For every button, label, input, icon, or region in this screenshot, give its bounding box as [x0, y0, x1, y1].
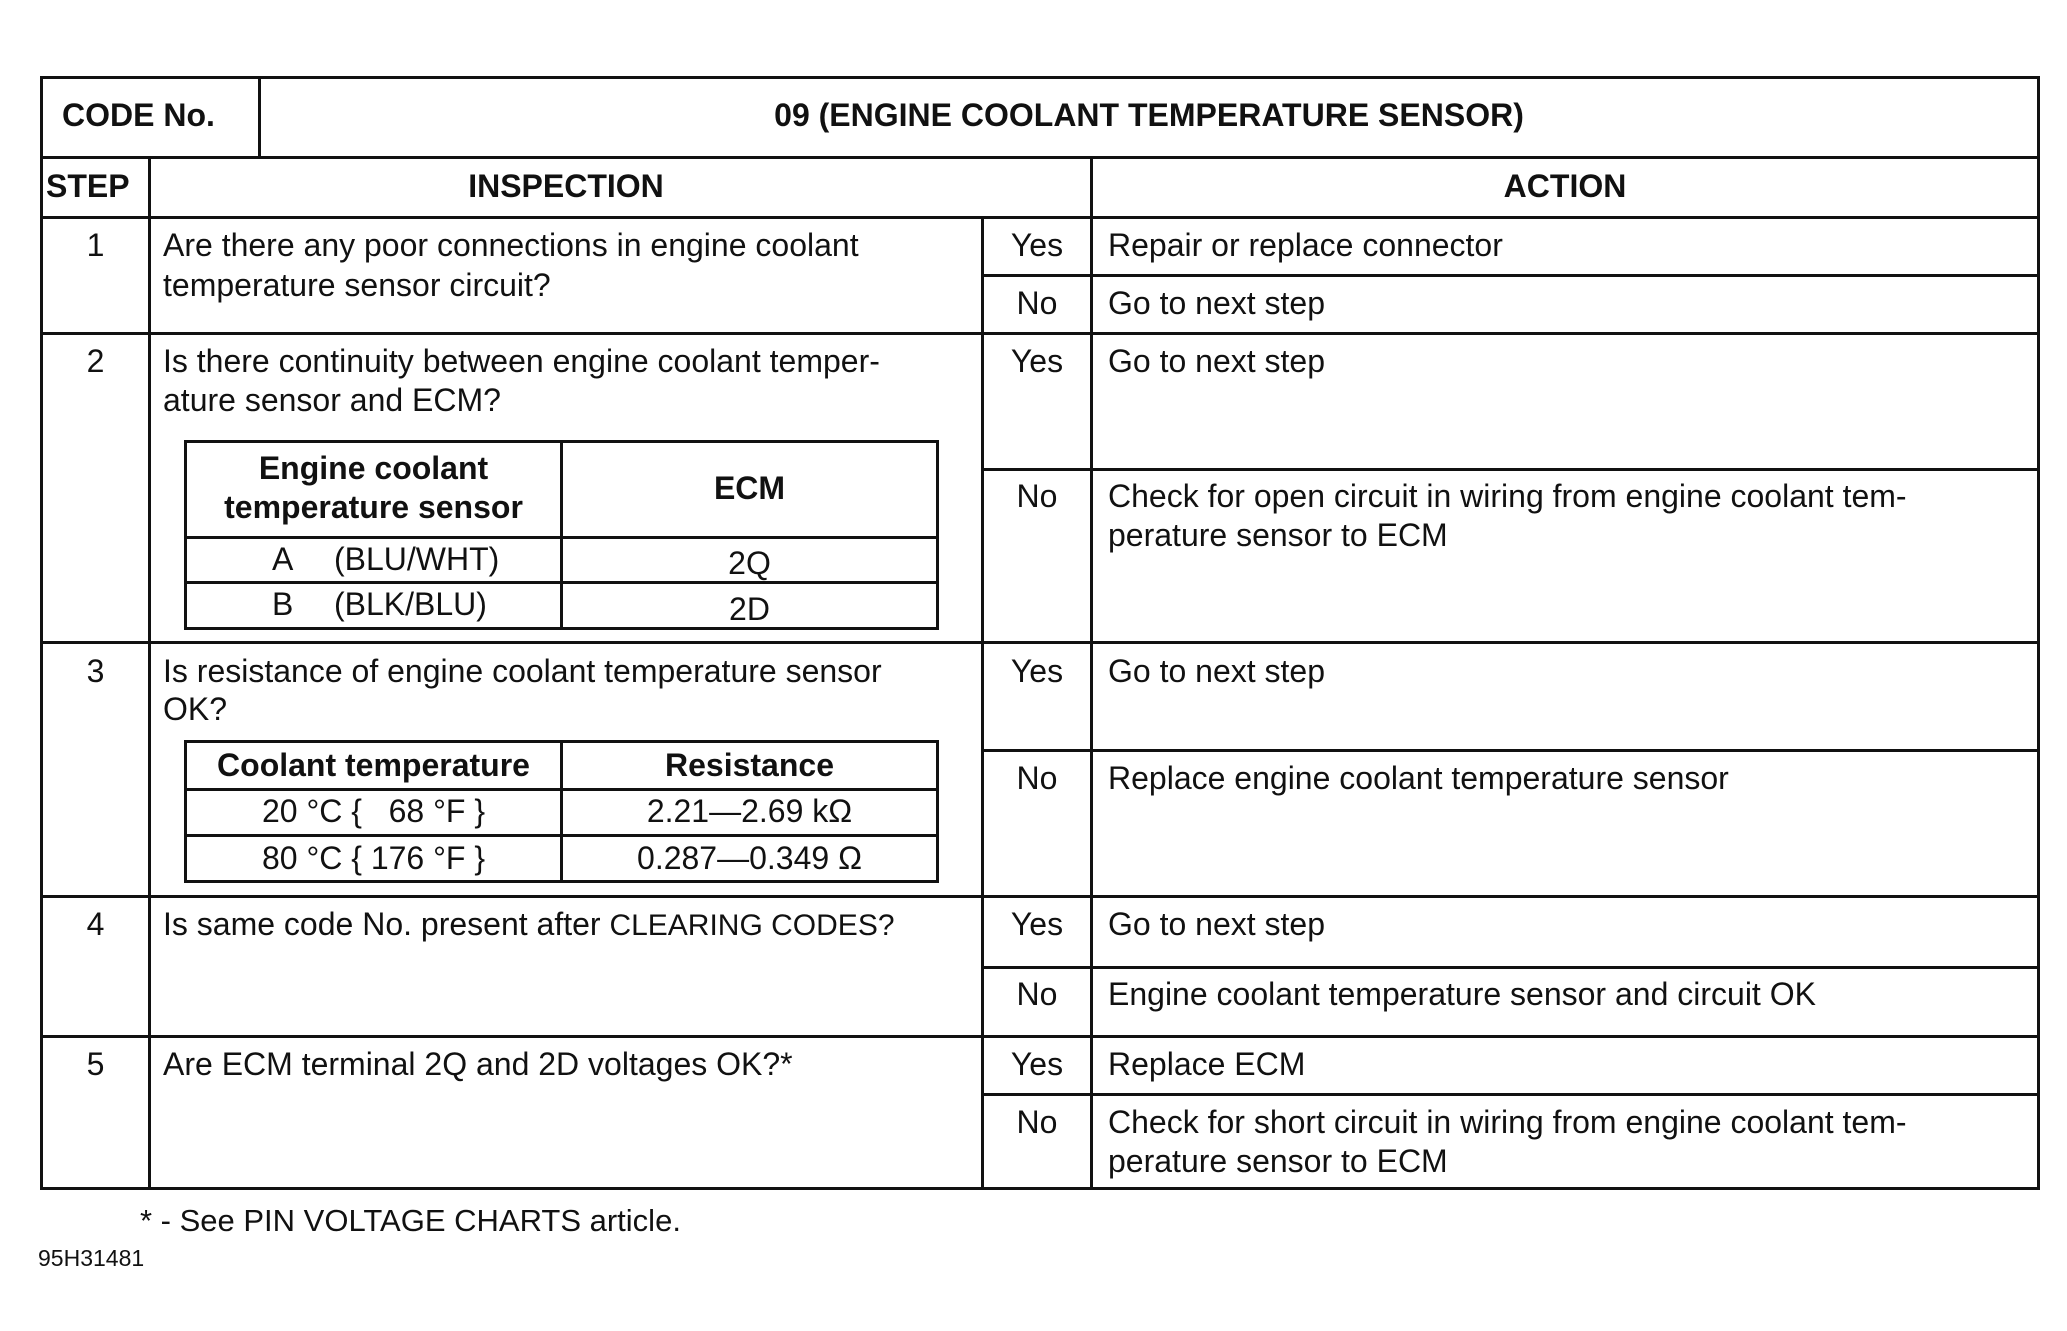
pin-table	[184, 440, 939, 630]
table-cell: 2D	[729, 591, 770, 627]
table-header: Resistance	[665, 747, 834, 783]
header-rule-2	[40, 216, 2040, 219]
step-number: 2	[86, 343, 105, 379]
step-label: STEP	[46, 168, 130, 204]
no-label: No	[1016, 1104, 1058, 1140]
step-question: ature sensor and ECM?	[163, 382, 501, 418]
step-separator	[40, 641, 2040, 644]
step-question: temperature sensor circuit?	[163, 267, 551, 303]
procedure-reference: CLEARING CODES?	[609, 909, 895, 942]
step-number: 5	[86, 1046, 105, 1082]
table-border-top	[40, 76, 2040, 79]
yes-action: Replace ECM	[1108, 1046, 1306, 1082]
no-action: Replace engine coolant temperature sensor	[1108, 760, 1729, 796]
table-cell: A	[272, 541, 294, 577]
step-question: Are there any poor connections in engine coolant	[163, 227, 859, 263]
no-label: No	[1016, 760, 1058, 796]
code-label: CODE No.	[62, 97, 215, 133]
table-cell: 0.287—0.349 Ω	[637, 840, 862, 876]
step-question: Is resistance of engine coolant temperature sensor	[163, 653, 882, 689]
table-header: Engine coolant	[258, 450, 489, 486]
step-number: 3	[86, 653, 105, 689]
resistance-table	[184, 740, 939, 883]
yes-no-separator	[982, 468, 2040, 471]
yes-action: Repair or replace connector	[1108, 227, 1503, 263]
table-border-bottom	[40, 1187, 2040, 1190]
yes-action: Go to next step	[1108, 343, 1326, 379]
figure-id: 95H31481	[38, 1245, 145, 1271]
no-action: Check for short circuit in wiring from engine coolant tem-	[1108, 1104, 1907, 1140]
step-question: Are ECM terminal 2Q and 2D voltages OK?*	[163, 1046, 793, 1082]
table-header: Coolant temperature	[217, 747, 530, 783]
yes-action: Go to next step	[1108, 653, 1326, 689]
yes-no-separator	[982, 749, 2040, 752]
no-label: No	[1016, 478, 1058, 514]
step-separator	[40, 332, 2040, 335]
no-action: Engine coolant temperature sensor and circuit OK	[1108, 976, 1816, 1012]
table-header: ECM	[713, 470, 786, 506]
table-cell: (BLK/BLU)	[334, 586, 487, 622]
header-rule	[40, 156, 2040, 159]
table-cell: (BLU/WHT)	[334, 541, 500, 577]
code-title: 09 (ENGINE COOLANT TEMPERATURE SENSOR)	[774, 97, 1524, 133]
table-cell: 2Q	[728, 545, 771, 581]
step-number: 1	[86, 227, 105, 263]
yes-label: Yes	[1010, 653, 1064, 689]
table-cell: 2.21—2.69 kΩ	[646, 793, 853, 829]
yes-no-separator	[982, 1093, 2040, 1096]
step-separator	[40, 1035, 2040, 1038]
step-question-main: Is same code No. present after	[163, 906, 601, 942]
yes-label: Yes	[1010, 906, 1064, 942]
no-action: perature sensor to ECM	[1108, 1143, 1448, 1179]
yes-no-separator	[982, 966, 2040, 969]
yes-label: Yes	[1010, 1046, 1064, 1082]
inspection-label: INSPECTION	[468, 168, 664, 204]
footnote: * - See PIN VOLTAGE CHARTS article.	[140, 1203, 681, 1238]
yes-action: Go to next step	[1108, 906, 1326, 942]
yes-label: Yes	[1010, 227, 1064, 263]
step-number: 4	[86, 906, 105, 942]
diagnostic-table	[40, 76, 2040, 1190]
no-action: perature sensor to ECM	[1108, 517, 1448, 553]
step-question: Is there continuity between engine coolant temper-	[163, 343, 880, 379]
no-action: Go to next step	[1108, 285, 1326, 321]
action-label: ACTION	[1503, 168, 1627, 204]
step-question: OK?	[163, 691, 228, 727]
no-label: No	[1016, 285, 1058, 321]
table-cell: 20 °C { 68 °F }	[261, 793, 486, 829]
step-question	[163, 905, 895, 945]
no-label: No	[1016, 976, 1058, 1012]
step-separator	[40, 895, 2040, 898]
table-cell: B	[272, 586, 294, 622]
table-cell: 80 °C { 176 °F }	[261, 840, 486, 876]
table-header: temperature sensor	[224, 489, 523, 525]
table-border-right	[2037, 76, 2040, 1190]
yes-no-separator	[982, 274, 2040, 277]
yes-label: Yes	[1010, 343, 1064, 379]
no-action: Check for open circuit in wiring from engine coolant tem-	[1108, 478, 1907, 514]
